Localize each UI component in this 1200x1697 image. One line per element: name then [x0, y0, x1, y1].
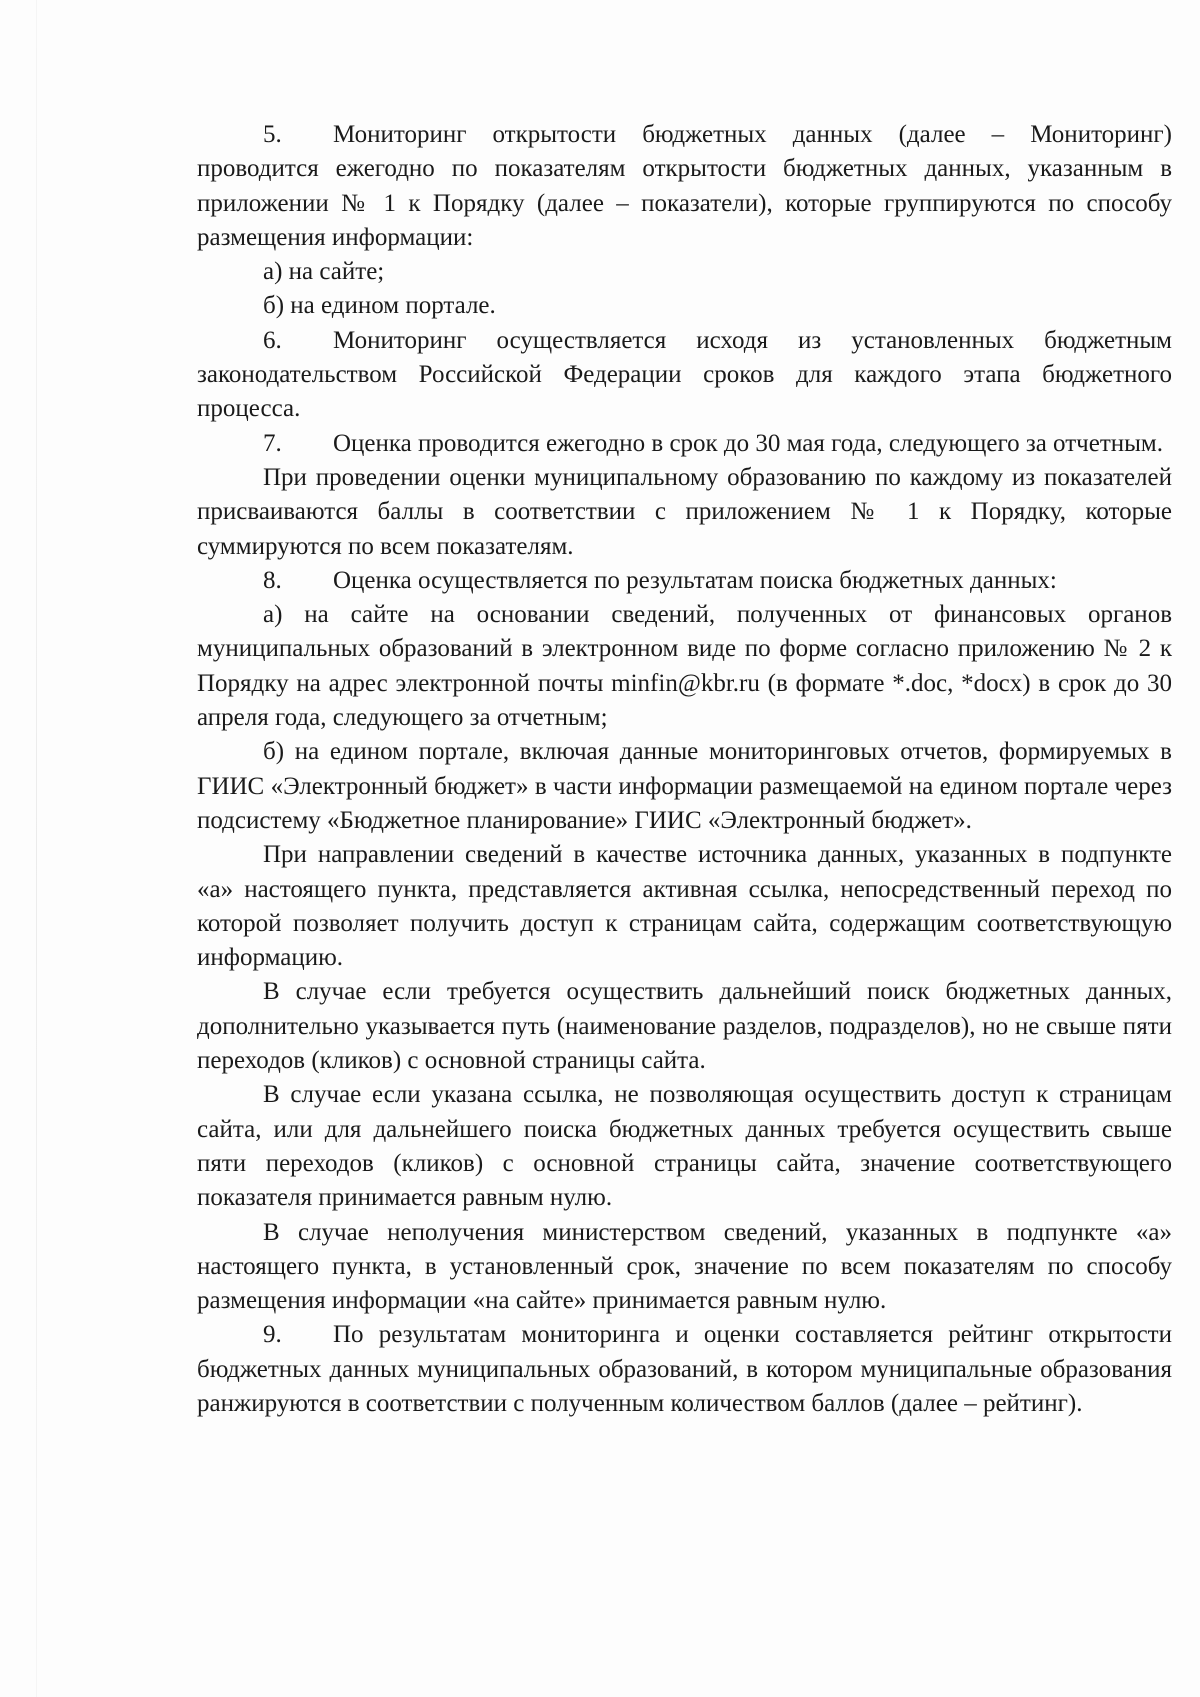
- paragraph-8-path: [197, 975, 1172, 1078]
- list-item-8a: [197, 598, 1172, 735]
- paragraph-8: [197, 564, 1172, 598]
- paragraph-text: б) на едином портале, включая данные мониторинговых отчетов, формируемых в ГИИС «Электронный бюджет» в части информации размещаемой на едином портале через подсистему «Бюджетное планирование» ГИИС «Электронный бюджет».: [197, 738, 1172, 834]
- list-item-b-portal: [197, 289, 1172, 323]
- paragraph-text: В случае неполучения министерством сведений, указанных в подпункте «а» настоящего пункта, в установленный срок, значение по всем показателям по способу размещения информации «на сайте» принимается равным нулю.: [197, 1218, 1172, 1315]
- paragraph-8-link: [197, 838, 1172, 975]
- list-item-8b: [197, 735, 1172, 838]
- paragraph-7-scoring: [197, 461, 1172, 564]
- paragraph-number: 5.: [263, 121, 282, 148]
- paragraph-5: [197, 118, 1172, 255]
- paragraph-9: [197, 1318, 1172, 1421]
- paragraph-text: Оценка проводится ежегодно в срок до 30 мая года, следующего за отчетным.: [333, 429, 1163, 457]
- scan-edge-line: [36, 0, 37, 1697]
- paragraph-text: В случае если требуется осуществить дальнейший поиск бюджетных данных, дополнительно указывается путь (наименование разделов, подразделов), но не свыше пяти переходов (кликов) с основной страницы сайта.: [197, 978, 1172, 1075]
- paragraph-text: Мониторинг открытости бюджетных данных (далее – Мониторинг) проводится ежегодно по показателям открытости бюджетных данных, указанным в приложении № 1 к Порядку (далее – показатели), которые группируются по способу размещения информации:: [197, 121, 1172, 251]
- paragraph-text: б) на едином портале.: [263, 292, 496, 320]
- paragraph-8-no-data: [197, 1216, 1172, 1319]
- paragraph-text: При направлении сведений в качестве источника данных, указанных в подпункте «а» настоящего пункта, представляется активная ссылка, непосредственный переход по которой позволяет получить доступ к страницам сайта, содержащим соответствующую информацию.: [197, 841, 1172, 972]
- paragraph-number: 6.: [263, 326, 282, 354]
- paragraph-number: 7.: [263, 429, 282, 457]
- paragraph-text: По результатам мониторинга и оценки составляется рейтинг открытости бюджетных данных муниципальных образований, в котором муниципальные образования ранжируются в соответствии с полученным количеством баллов (далее – рейтинг).: [197, 1321, 1172, 1417]
- paragraph-8-invalid-link: [197, 1078, 1172, 1215]
- paragraph-text: а) на сайте на основании сведений, полученных от финансовых органов муниципальных образований в электронном виде по форме согласно приложению № 2 к Порядку на адрес электронной почты minfin@kbr.ru (в формате *.doc, *docx) в срок до 30 апреля года, следующего за отчетным;: [197, 601, 1172, 732]
- paragraph-number: 9.: [263, 1321, 282, 1349]
- paragraph-text: Мониторинг осуществляется исходя из установленных бюджетным законодательством Российской Федерации сроков для каждого этапа бюджетного процесса.: [197, 326, 1172, 423]
- paragraph-number: 8.: [263, 566, 282, 594]
- list-item-a-site: [197, 255, 1172, 289]
- document-body: [197, 118, 1172, 1421]
- paragraph-text: В случае если указана ссылка, не позволяющая осуществить доступ к страницам сайта, или для дальнейшего поиска бюджетных данных требуется осуществить свыше пяти переходов (кликов) с основной страницы сайта, значение соответствующего показателя принимается равным нулю.: [197, 1081, 1172, 1212]
- paragraph-text: а) на сайте;: [263, 258, 385, 286]
- paragraph-6: [197, 324, 1172, 427]
- paragraph-text: Оценка осуществляется по результатам поиска бюджетных данных:: [333, 566, 1057, 594]
- paragraph-7: [197, 427, 1172, 461]
- paragraph-text: При проведении оценки муниципальному образованию по каждому из показателей присваиваются баллы в соответствии с приложением № 1 к Порядку, которые суммируются по всем показателям.: [197, 463, 1172, 560]
